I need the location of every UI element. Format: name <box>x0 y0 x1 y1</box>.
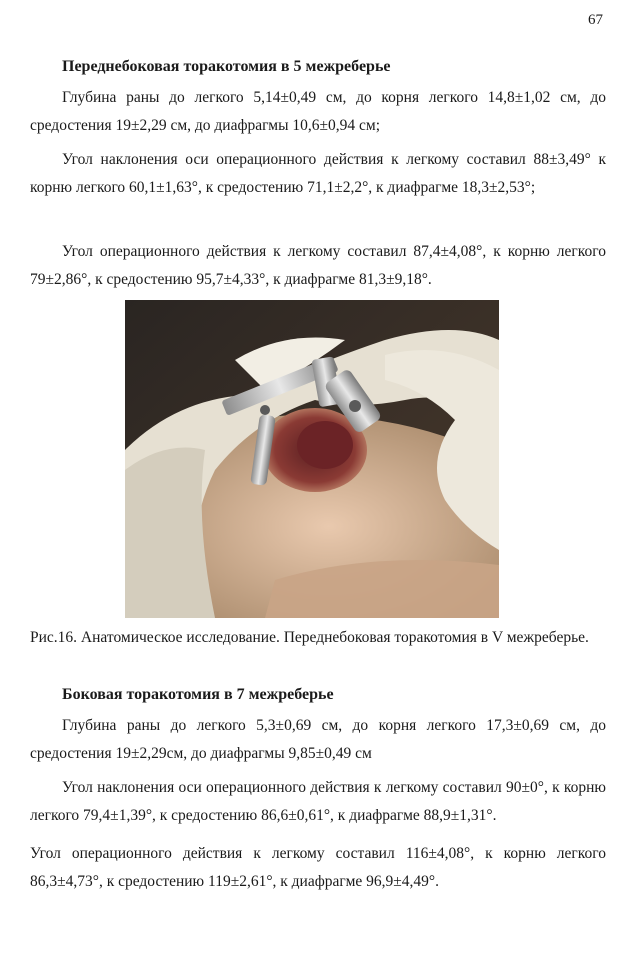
surgical-photo <box>125 300 499 618</box>
section2-heading: Боковая торакотомия в 7 межреберье <box>62 686 334 703</box>
figure-caption: Рис.16. Анатомическое исследование. Переднебоковая торакотомия в V межреберье. <box>30 629 589 646</box>
section1-heading: Переднебоковая торакотомия в 5 межреберье <box>62 58 391 75</box>
section2-paragraph-3: Угол операционного действия к легкому составил 116±4,08°, к корню легкого 86,3±4,73°, к средостению 119±2,61°, к диафрагме 96,9±4,49°. <box>30 845 606 890</box>
section2-paragraph-1: Глубина раны до легкого 5,3±0,69 см, до корня легкого 17,3±0,69 см, до средостения 19±2,29см, до диафрагмы 9,85±0,49 см <box>30 717 606 762</box>
section2-paragraph-2: Угол наклонения оси операционного действия к легкому составил 90±0°, к корню легкого 79,4±1,39°, к средостению 86,6±0,61°, к диафрагме 88,9±1,31°. <box>30 779 606 824</box>
section1-paragraph-1: Глубина раны до легкого 5,14±0,49 см, до корня легкого 14,8±1,02 см, до средостения 19±2,29 см, до диафрагмы 10,6±0,94 см; <box>30 89 606 134</box>
section1-paragraph-2: Угол наклонения оси операционного действия к легкому составил 88±3,49° к корню легкого 60,1±1,63°, к средостению 71,1±2,2°, к диафрагме 18,3±2,53°; <box>30 151 606 196</box>
page-number: 67 <box>588 12 603 28</box>
section1-paragraph-3: Угол операционного действия к легкому составил 87,4±4,08°, к корню легкого 79±2,86°, к средостению 95,7±4,33°, к диафрагме 81,3±9,18°. <box>30 243 606 288</box>
